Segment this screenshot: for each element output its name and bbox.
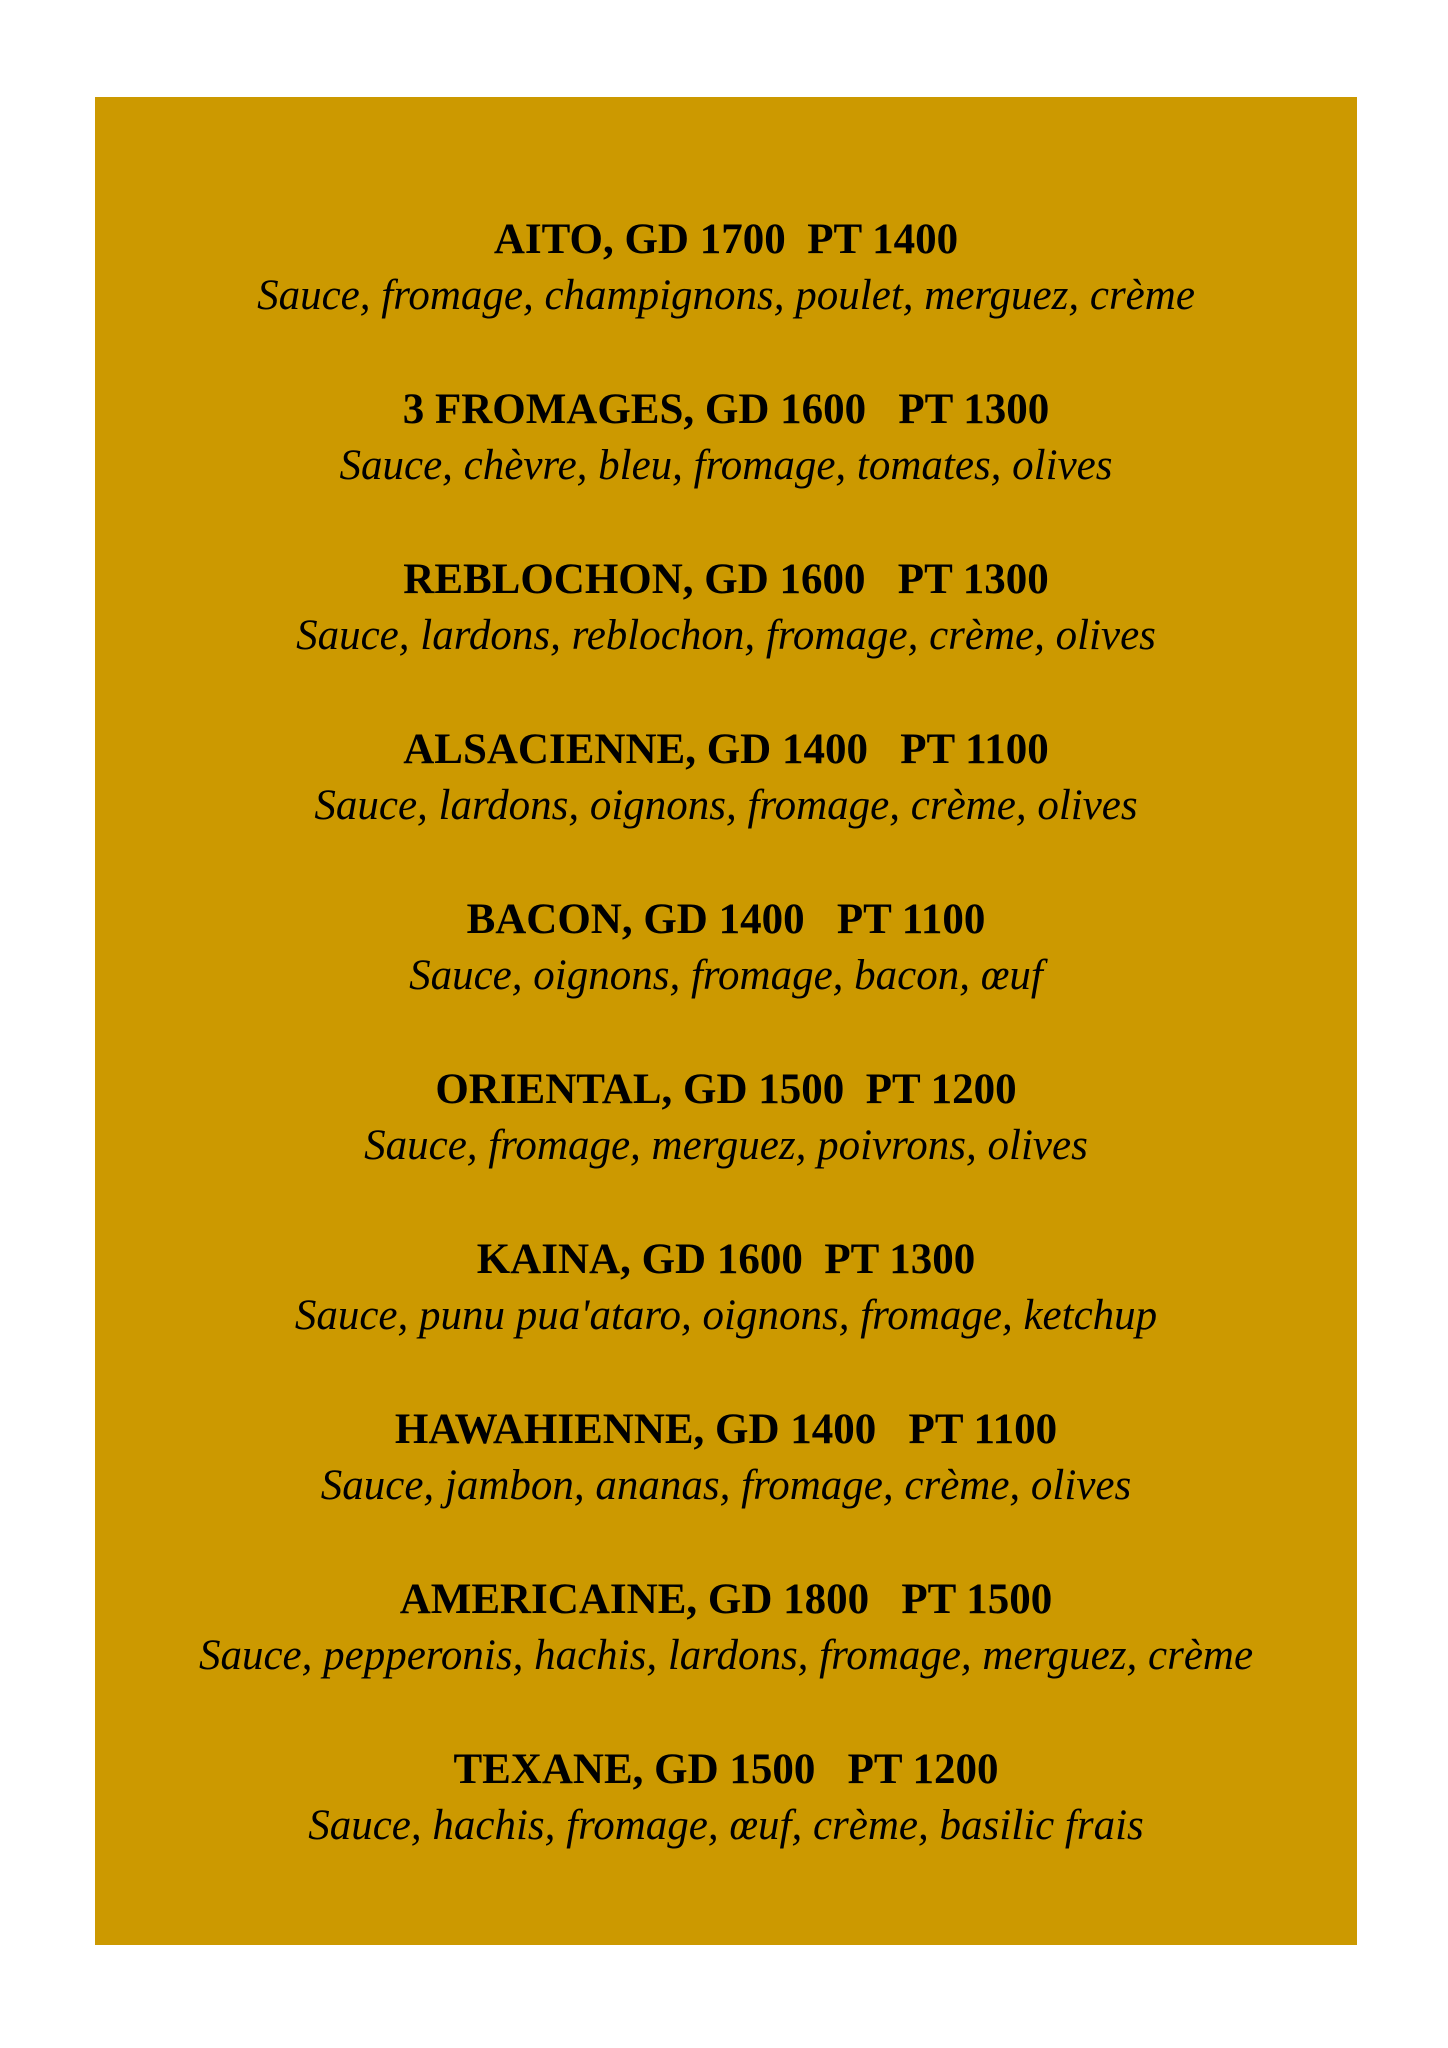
item-title: AITO, GD 1700 PT 1400 <box>493 216 959 263</box>
item-title: BACON, GD 1400 PT 1100 <box>466 896 986 943</box>
menu-item-americaine <box>95 1572 1357 1742</box>
item-title: ORIENTAL, GD 1500 PT 1200 <box>435 1066 1017 1113</box>
menu-panel <box>95 97 1357 1945</box>
menu-item-alsacienne <box>95 722 1357 892</box>
item-description: Sauce, jambon, ananas, fromage, crème, olives <box>320 1462 1132 1509</box>
menu-item-oriental <box>95 1062 1357 1232</box>
item-title: AMERICAINE, GD 1800 PT 1500 <box>399 1576 1053 1623</box>
item-description: Sauce, hachis, fromage, œuf, crème, basilic frais <box>308 1802 1144 1849</box>
item-description: Sauce, lardons, reblochon, fromage, crème, olives <box>296 612 1156 659</box>
item-title: 3 FROMAGES, GD 1600 PT 1300 <box>402 386 1050 433</box>
item-description: Sauce, fromage, merguez, poivrons, olives <box>364 1122 1088 1169</box>
menu-item-aito <box>95 212 1357 382</box>
item-description: Sauce, oignons, fromage, bacon, œuf <box>409 952 1043 999</box>
item-title: ALSACIENNE, GD 1400 PT 1100 <box>403 726 1049 773</box>
item-description: Sauce, fromage, champignons, poulet, merguez, crème <box>257 272 1195 319</box>
item-title: TEXANE, GD 1500 PT 1200 <box>453 1746 999 1793</box>
item-description: Sauce, chèvre, bleu, fromage, tomates, olives <box>339 442 1113 489</box>
menu-item-texane <box>95 1742 1357 1912</box>
menu-item-hawahienne <box>95 1402 1357 1572</box>
item-description: Sauce, pepperonis, hachis, lardons, fromage, merguez, crème <box>198 1632 1254 1679</box>
menu-item-reblochon <box>95 552 1357 722</box>
item-title: HAWAHIENNE, GD 1400 PT 1100 <box>394 1406 1058 1453</box>
menu-item-3-fromages <box>95 382 1357 552</box>
item-title: KAINA, GD 1600 PT 1300 <box>476 1236 976 1283</box>
item-description: Sauce, lardons, oignons, fromage, crème, olives <box>314 782 1138 829</box>
item-title: REBLOCHON, GD 1600 PT 1300 <box>403 556 1049 603</box>
menu-item-kaina <box>95 1232 1357 1402</box>
item-description: Sauce, punu pua'ataro, oignons, fromage, ketchup <box>294 1292 1158 1339</box>
menu-item-bacon <box>95 892 1357 1062</box>
